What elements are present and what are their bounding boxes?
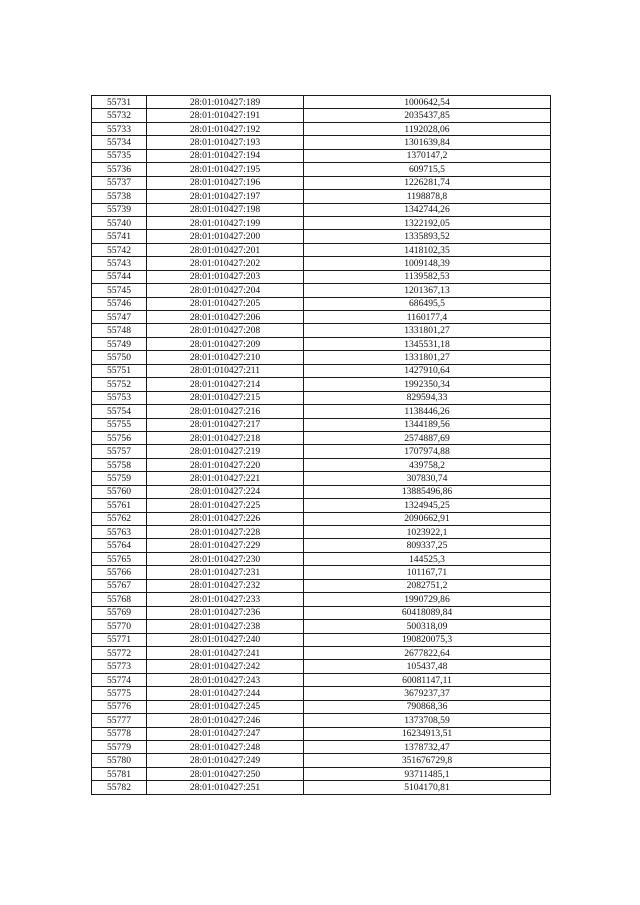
row-number-cell: 55751 xyxy=(92,364,147,377)
cadastral-value-cell: 3679237,37 xyxy=(304,687,551,700)
cadastral-value-cell: 144525,3 xyxy=(304,552,551,565)
cadastral-value-cell: 2082751,2 xyxy=(304,579,551,592)
row-number-cell: 55771 xyxy=(92,633,147,646)
row-number-cell: 55763 xyxy=(92,526,147,539)
cadastral-value-cell: 790868,36 xyxy=(304,700,551,713)
cadastral-value-cell: 13885496,86 xyxy=(304,485,551,498)
cadastral-value-cell: 1009148,39 xyxy=(304,257,551,270)
row-number-cell: 55746 xyxy=(92,297,147,310)
table-row xyxy=(92,378,551,391)
table-row xyxy=(92,391,551,404)
row-number-cell: 55750 xyxy=(92,351,147,364)
cadastral-value-cell: 1198878,8 xyxy=(304,190,551,203)
row-number-cell: 55734 xyxy=(92,136,147,149)
row-number-cell: 55753 xyxy=(92,391,147,404)
cadastral-number-cell: 28:01:010427:240 xyxy=(147,633,304,646)
table-row xyxy=(92,673,551,686)
cadastral-number-cell: 28:01:010427:224 xyxy=(147,485,304,498)
cadastral-number-cell: 28:01:010427:206 xyxy=(147,311,304,324)
cadastral-number-cell: 28:01:010427:215 xyxy=(147,391,304,404)
cadastral-number-cell: 28:01:010427:251 xyxy=(147,781,304,794)
cadastral-value-cell: 1418102,35 xyxy=(304,243,551,256)
cadastral-number-cell: 28:01:010427:191 xyxy=(147,109,304,122)
table-row xyxy=(92,566,551,579)
cadastral-number-cell: 28:01:010427:204 xyxy=(147,284,304,297)
row-number-cell: 55747 xyxy=(92,311,147,324)
row-number-cell: 55781 xyxy=(92,767,147,780)
cadastral-value-cell: 105437,48 xyxy=(304,660,551,673)
cadastral-value-cell: 1201367,13 xyxy=(304,284,551,297)
table-row xyxy=(92,122,551,135)
cadastral-value-cell: 1378732,47 xyxy=(304,741,551,754)
cadastral-value-cell: 500318,09 xyxy=(304,620,551,633)
table-row xyxy=(92,163,551,176)
row-number-cell: 55748 xyxy=(92,324,147,337)
cadastral-value-cell: 2574887,69 xyxy=(304,431,551,444)
cadastral-number-cell: 28:01:010427:221 xyxy=(147,472,304,485)
row-number-cell: 55760 xyxy=(92,485,147,498)
table-row xyxy=(92,324,551,337)
cadastral-value-cell: 1707974,88 xyxy=(304,445,551,458)
cadastral-number-cell: 28:01:010427:208 xyxy=(147,324,304,337)
cadastral-value-cell: 307830,74 xyxy=(304,472,551,485)
table-row xyxy=(92,727,551,740)
cadastral-value-cell: 1370147,2 xyxy=(304,149,551,162)
cadastral-number-cell: 28:01:010427:196 xyxy=(147,176,304,189)
row-number-cell: 55779 xyxy=(92,741,147,754)
table-row xyxy=(92,257,551,270)
row-number-cell: 55732 xyxy=(92,109,147,122)
table-row xyxy=(92,687,551,700)
table-row xyxy=(92,364,551,377)
row-number-cell: 55745 xyxy=(92,284,147,297)
cadastral-value-cell: 2090662,91 xyxy=(304,512,551,525)
cadastral-number-cell: 28:01:010427:214 xyxy=(147,378,304,391)
table-row xyxy=(92,741,551,754)
cadastral-number-cell: 28:01:010427:195 xyxy=(147,163,304,176)
cadastral-value-cell: 1301639,84 xyxy=(304,136,551,149)
cadastral-value-cell: 1000642,54 xyxy=(304,96,551,109)
row-number-cell: 55768 xyxy=(92,593,147,606)
row-number-cell: 55741 xyxy=(92,230,147,243)
cadastral-number-cell: 28:01:010427:198 xyxy=(147,203,304,216)
cadastral-number-cell: 28:01:010427:202 xyxy=(147,257,304,270)
cadastral-number-cell: 28:01:010427:218 xyxy=(147,431,304,444)
cadastral-value-cell: 93711485,1 xyxy=(304,767,551,780)
cadastral-value-cell: 1342744,26 xyxy=(304,203,551,216)
row-number-cell: 55782 xyxy=(92,781,147,794)
cadastral-number-cell: 28:01:010427:246 xyxy=(147,714,304,727)
table-row xyxy=(92,203,551,216)
cadastral-number-cell: 28:01:010427:228 xyxy=(147,526,304,539)
cadastral-value-cell: 1427910,64 xyxy=(304,364,551,377)
cadastral-number-cell: 28:01:010427:210 xyxy=(147,351,304,364)
row-number-cell: 55770 xyxy=(92,620,147,633)
table-row xyxy=(92,431,551,444)
row-number-cell: 55755 xyxy=(92,418,147,431)
cadastral-value-cell: 1331801,27 xyxy=(304,351,551,364)
cadastral-number-cell: 28:01:010427:216 xyxy=(147,405,304,418)
table-row xyxy=(92,445,551,458)
cadastral-number-cell: 28:01:010427:220 xyxy=(147,458,304,471)
table-row xyxy=(92,593,551,606)
row-number-cell: 55743 xyxy=(92,257,147,270)
row-number-cell: 55761 xyxy=(92,499,147,512)
row-number-cell: 55731 xyxy=(92,96,147,109)
cadastral-number-cell: 28:01:010427:233 xyxy=(147,593,304,606)
table-row xyxy=(92,499,551,512)
cadastral-number-cell: 28:01:010427:249 xyxy=(147,754,304,767)
cadastral-number-cell: 28:01:010427:226 xyxy=(147,512,304,525)
cadastral-number-cell: 28:01:010427:243 xyxy=(147,673,304,686)
table-row xyxy=(92,539,551,552)
row-number-cell: 55757 xyxy=(92,445,147,458)
row-number-cell: 55773 xyxy=(92,660,147,673)
table-row xyxy=(92,176,551,189)
cadastral-number-cell: 28:01:010427:193 xyxy=(147,136,304,149)
cadastral-value-cell: 5104170,81 xyxy=(304,781,551,794)
table-row xyxy=(92,297,551,310)
table-row xyxy=(92,337,551,350)
cadastral-value-cell: 1226281,74 xyxy=(304,176,551,189)
row-number-cell: 55756 xyxy=(92,431,147,444)
cadastral-value-cell: 190820075,3 xyxy=(304,633,551,646)
table-row xyxy=(92,620,551,633)
cadastral-number-cell: 28:01:010427:197 xyxy=(147,190,304,203)
cadastral-value-cell: 1990729,86 xyxy=(304,593,551,606)
row-number-cell: 55754 xyxy=(92,405,147,418)
row-number-cell: 55774 xyxy=(92,673,147,686)
row-number-cell: 55775 xyxy=(92,687,147,700)
row-number-cell: 55749 xyxy=(92,337,147,350)
table-row xyxy=(92,485,551,498)
cadastral-value-cell: 1192028,06 xyxy=(304,122,551,135)
table-row xyxy=(92,660,551,673)
row-number-cell: 55739 xyxy=(92,203,147,216)
cadastral-number-cell: 28:01:010427:231 xyxy=(147,566,304,579)
row-number-cell: 55765 xyxy=(92,552,147,565)
cadastral-value-cell: 1331801,27 xyxy=(304,324,551,337)
table-row xyxy=(92,472,551,485)
table-row xyxy=(92,216,551,229)
row-number-cell: 55740 xyxy=(92,216,147,229)
cadastral-number-cell: 28:01:010427:247 xyxy=(147,727,304,740)
cadastral-value-cell: 1373708,59 xyxy=(304,714,551,727)
cadastral-value-cell: 351676729,8 xyxy=(304,754,551,767)
cadastral-value-cell: 1335893,52 xyxy=(304,230,551,243)
cadastral-value-cell: 1322192,05 xyxy=(304,216,551,229)
row-number-cell: 55764 xyxy=(92,539,147,552)
table-row xyxy=(92,700,551,713)
cadastral-value-cell: 686495,5 xyxy=(304,297,551,310)
table-body xyxy=(92,96,551,795)
table-row xyxy=(92,405,551,418)
table-row xyxy=(92,230,551,243)
table-row xyxy=(92,714,551,727)
cadastral-value-cell: 609715,5 xyxy=(304,163,551,176)
cadastral-value-cell: 1138446,26 xyxy=(304,405,551,418)
table-row xyxy=(92,109,551,122)
cadastral-number-cell: 28:01:010427:200 xyxy=(147,230,304,243)
cadastral-number-cell: 28:01:010427:245 xyxy=(147,700,304,713)
cadastral-value-cell: 2035437,85 xyxy=(304,109,551,122)
row-number-cell: 55744 xyxy=(92,270,147,283)
cadastral-number-cell: 28:01:010427:199 xyxy=(147,216,304,229)
cadastral-number-cell: 28:01:010427:205 xyxy=(147,297,304,310)
cadastral-number-cell: 28:01:010427:194 xyxy=(147,149,304,162)
row-number-cell: 55758 xyxy=(92,458,147,471)
cadastral-value-cell: 1023922,1 xyxy=(304,526,551,539)
cadastral-value-cell: 439758,2 xyxy=(304,458,551,471)
cadastral-number-cell: 28:01:010427:236 xyxy=(147,606,304,619)
row-number-cell: 55752 xyxy=(92,378,147,391)
cadastral-value-cell: 60081147,11 xyxy=(304,673,551,686)
cadastral-number-cell: 28:01:010427:201 xyxy=(147,243,304,256)
cadastral-value-cell: 829594,33 xyxy=(304,391,551,404)
table-row xyxy=(92,633,551,646)
table-row xyxy=(92,552,551,565)
table-row xyxy=(92,579,551,592)
row-number-cell: 55780 xyxy=(92,754,147,767)
cadastral-number-cell: 28:01:010427:203 xyxy=(147,270,304,283)
table-row xyxy=(92,646,551,659)
row-number-cell: 55777 xyxy=(92,714,147,727)
cadastral-number-cell: 28:01:010427:217 xyxy=(147,418,304,431)
cadastral-number-cell: 28:01:010427:211 xyxy=(147,364,304,377)
row-number-cell: 55735 xyxy=(92,149,147,162)
cadastral-number-cell: 28:01:010427:209 xyxy=(147,337,304,350)
cadastral-number-cell: 28:01:010427:244 xyxy=(147,687,304,700)
row-number-cell: 55772 xyxy=(92,646,147,659)
table-row xyxy=(92,351,551,364)
cadastral-number-cell: 28:01:010427:230 xyxy=(147,552,304,565)
cadastral-value-cell: 1139582,53 xyxy=(304,270,551,283)
cadastral-number-cell: 28:01:010427:248 xyxy=(147,741,304,754)
row-number-cell: 55742 xyxy=(92,243,147,256)
row-number-cell: 55767 xyxy=(92,579,147,592)
row-number-cell: 55776 xyxy=(92,700,147,713)
table-row xyxy=(92,754,551,767)
table-row xyxy=(92,190,551,203)
table-row xyxy=(92,149,551,162)
table-row xyxy=(92,767,551,780)
table-row xyxy=(92,512,551,525)
cadastral-value-cell: 1160177,4 xyxy=(304,311,551,324)
cadastral-value-cell: 60418089,84 xyxy=(304,606,551,619)
cadastral-number-cell: 28:01:010427:189 xyxy=(147,96,304,109)
row-number-cell: 55736 xyxy=(92,163,147,176)
cadastral-value-cell: 1324945,25 xyxy=(304,499,551,512)
row-number-cell: 55762 xyxy=(92,512,147,525)
cadastral-value-cell: 1344189,56 xyxy=(304,418,551,431)
table-row xyxy=(92,418,551,431)
table-row xyxy=(92,526,551,539)
row-number-cell: 55778 xyxy=(92,727,147,740)
cadastral-value-cell: 101167,71 xyxy=(304,566,551,579)
cadastral-number-cell: 28:01:010427:238 xyxy=(147,620,304,633)
cadastral-value-cell: 809337,25 xyxy=(304,539,551,552)
cadastral-number-cell: 28:01:010427:229 xyxy=(147,539,304,552)
table-row xyxy=(92,781,551,794)
cadastral-number-cell: 28:01:010427:192 xyxy=(147,122,304,135)
table-row xyxy=(92,136,551,149)
cadastral-value-cell: 1992350,34 xyxy=(304,378,551,391)
cadastral-number-cell: 28:01:010427:232 xyxy=(147,579,304,592)
row-number-cell: 55766 xyxy=(92,566,147,579)
row-number-cell: 55769 xyxy=(92,606,147,619)
table-row xyxy=(92,458,551,471)
cadastral-number-cell: 28:01:010427:225 xyxy=(147,499,304,512)
row-number-cell: 55737 xyxy=(92,176,147,189)
table-row xyxy=(92,311,551,324)
cadastral-number-cell: 28:01:010427:242 xyxy=(147,660,304,673)
cadastral-number-cell: 28:01:010427:250 xyxy=(147,767,304,780)
table-row xyxy=(92,606,551,619)
table-row xyxy=(92,243,551,256)
row-number-cell: 55733 xyxy=(92,122,147,135)
cadastral-value-cell: 1345531,18 xyxy=(304,337,551,350)
cadastral-number-cell: 28:01:010427:219 xyxy=(147,445,304,458)
cadastral-number-cell: 28:01:010427:241 xyxy=(147,646,304,659)
table-row xyxy=(92,284,551,297)
cadastral-value-cell: 16234913,51 xyxy=(304,727,551,740)
row-number-cell: 55738 xyxy=(92,190,147,203)
row-number-cell: 55759 xyxy=(92,472,147,485)
cadastral-value-cell: 2677822,64 xyxy=(304,646,551,659)
table-row xyxy=(92,270,551,283)
table-row xyxy=(92,96,551,109)
cadastral-value-table xyxy=(91,95,551,795)
